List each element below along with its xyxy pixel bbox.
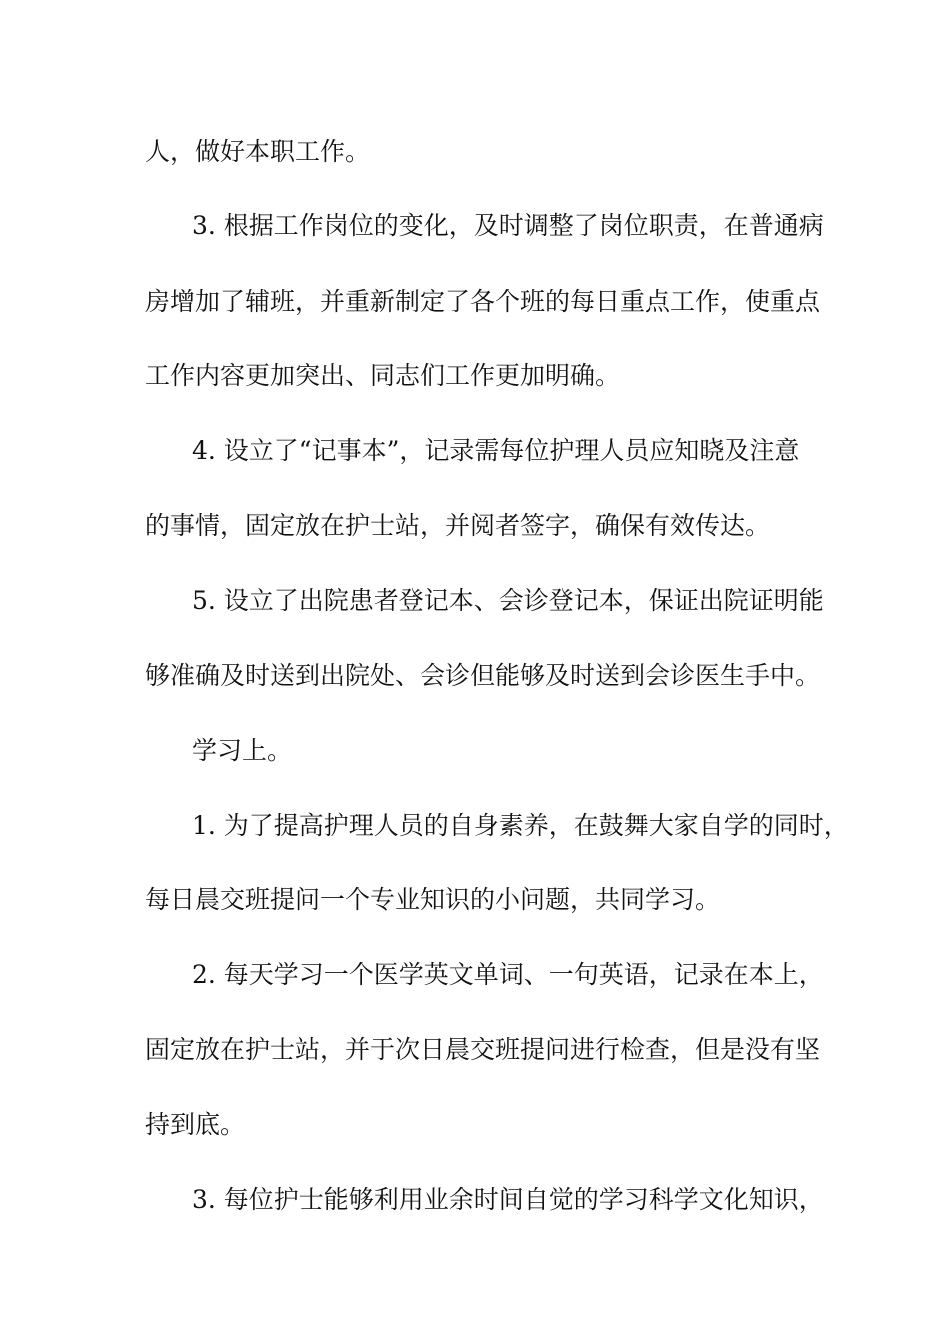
- paragraph-line-3: 房增加了辅班，并重新制定了各个班的每日重点工作，使重点: [145, 287, 821, 316]
- paragraph-line-1: 人，做好本职工作。: [145, 137, 371, 166]
- paragraph-line-11: 每日晨交班提问一个专业知识的小问题，共同学习。: [145, 885, 721, 914]
- paragraph-line-6: 的事情，固定放在护士站，并阅者签字，确保有效传达。: [145, 511, 771, 540]
- paragraph-line-7: 5. 设立了出院患者登记本、会诊登记本，保证出院证明能: [192, 586, 824, 615]
- paragraph-line-15: 3. 每位护士能够利用业余时间自觉的学习科学文化知识，: [192, 1185, 824, 1214]
- paragraph-line-13: 固定放在护士站，并于次日晨交班提问进行检查，但是没有坚: [145, 1035, 821, 1064]
- paragraph-line-4: 工作内容更加突出、同志们工作更加明确。: [145, 361, 621, 390]
- paragraph-line-5: 4. 设立了“记事本”，记录需每位护理人员应知晓及注意: [192, 436, 800, 465]
- paragraph-line-14: 持到底。: [145, 1110, 246, 1139]
- paragraph-line-2: 3. 根据工作岗位的变化，及时调整了岗位职责，在普通病: [192, 211, 824, 240]
- section-heading-study: 学习上。: [192, 736, 293, 765]
- paragraph-line-12: 2. 每天学习一个医学英文单词、一句英语，记录在本上，: [192, 960, 824, 989]
- paragraph-line-8: 够准确及时送到出院处、会诊但能够及时送到会诊医生手中。: [145, 661, 821, 690]
- paragraph-line-10: 1. 为了提高护理人员的自身素养，在鼓舞大家自学的同时，: [192, 811, 849, 840]
